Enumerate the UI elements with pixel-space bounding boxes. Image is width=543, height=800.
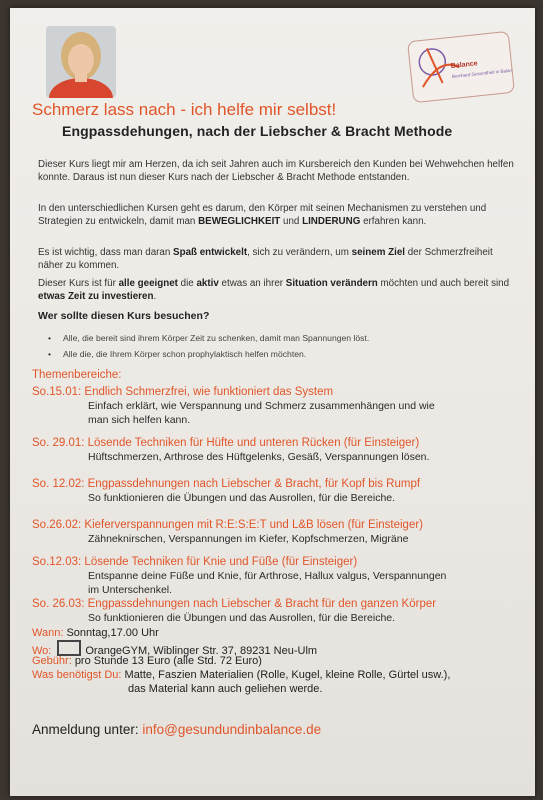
info-fee: Gebühr: pro Stunde 13 Euro (alle Std. 72 Euro) xyxy=(32,655,262,667)
info-requirements: Was benötigst Du: Matte, Faszien Materialien (Rolle, Kugel, kleine Rolle, Gürtel usw.), xyxy=(32,669,451,681)
session-3 xyxy=(32,477,522,505)
session-description: So funktionieren die Übungen und das Ausrollen, für die Bereiche. xyxy=(88,612,396,624)
list-item: • Alle die, die Ihrem Körper schon prophylaktisch helfen möchten. xyxy=(48,346,369,362)
balance-logo xyxy=(407,31,515,103)
session-title: So.15.01: Endlich Schmerzfrei, wie funktioniert das System xyxy=(32,386,334,398)
intro-paragraph-4: Dieser Kurs ist für alle geeignet die aktiv etwas an ihrer Situation verändern möchten und auch bereit sind etwas Zeit zu investieren. xyxy=(38,278,510,303)
session-2 xyxy=(32,436,522,464)
list-item: • Alle, die bereit sind ihrem Körper Zeit zu schenken, damit man Spannungen löst. xyxy=(48,330,369,346)
session-description: Entspanne deine Füße und Knie, für Arthrose, Hallux valgus, Verspannungen xyxy=(88,570,447,582)
session-title: So.26.02: Kieferverspannungen mit R:E:S:E:T und L&B lösen (für Einsteiger) xyxy=(32,519,423,531)
session-title: So. 12.02: Engpassdehnungen nach Liebscher & Bracht, für Kopf bis Rumpf xyxy=(32,478,421,490)
intro-paragraph-3: Es ist wichtig, dass man daran Spaß entwickelt, sich zu verändern, um seinem Ziel der Schmerzfreiheit näher zu kommen. xyxy=(38,247,493,272)
audience-list xyxy=(48,330,369,362)
session-description: man sich helfen kann. xyxy=(88,414,191,426)
info-where: Wo: OrangeGYM, Wiblinger Str. 37, 89231 Neu-Ulm xyxy=(32,640,317,658)
session-6 xyxy=(32,597,522,625)
session-5 xyxy=(32,555,522,597)
audience-question: Wer sollte diesen Kurs besuchen? xyxy=(38,310,210,322)
svg-text:Balance: Balance xyxy=(450,60,478,71)
session-title: So. 26.03: Engpassdehnungen nach Liebscher & Bracht für den ganzen Körper xyxy=(32,598,437,610)
flyer-title: Schmerz lass nach - ich helfe mir selbst! xyxy=(32,100,337,119)
session-title: So.12.03: Lösende Techniken für Knie und Füße (für Einsteiger) xyxy=(32,556,358,568)
info-when: Wann: Sonntag,17.00 Uhr xyxy=(32,627,159,639)
session-description: im Unterschenkel. xyxy=(88,584,173,596)
themes-heading: Themenbereiche: xyxy=(32,369,122,381)
intro-paragraph-2: In den unterschiedlichen Kursen geht es darum, den Körper mit seinen Mechanismen zu verstehen und Strategien zu entwickeln, damit man BEWEGLICHKEIT und LINDERUNG erfahren kann. xyxy=(38,203,487,228)
session-description: So funktionieren die Übungen und das Ausrollen, für die Bereiche. xyxy=(88,492,396,504)
info-requirements-cont: das Material kann auch geliehen werde. xyxy=(128,683,323,695)
svg-text:Bernhard Gesundheit in Balance: Bernhard Gesundheit in Balance xyxy=(451,67,514,79)
registration-email: info@gesundundinbalance.de xyxy=(142,722,322,737)
session-description: Hüftschmerzen, Arthrose des Hüftgelenks, Gesäß, Verspannungen lösen. xyxy=(88,451,430,463)
flyer-page xyxy=(10,8,535,796)
intro-paragraph-1: Dieser Kurs liegt mir am Herzen, da ich seit Jahren auch im Kursbereich den Kunden bei Wehwehchen helfen konnte. Daraus ist nun dieser Kurs nach der Liebscher & Bracht Methode entstanden. xyxy=(38,159,514,184)
session-description: Zähneknirschen, Verspannungen im Kiefer, Kopfschmerzen, Migräne xyxy=(88,533,409,545)
flyer-subtitle: Engpassdehungen, nach der Liebscher & Bracht Methode xyxy=(62,123,453,139)
session-4 xyxy=(32,518,522,546)
session-title: So. 29.01: Lösende Techniken für Hüfte und unteren Rücken (für Einsteiger) xyxy=(32,437,420,449)
session-description: Einfach erklärt, wie Verspannung und Schmerz zusammenhängen und wie xyxy=(88,400,435,412)
session-1 xyxy=(32,385,522,427)
registration-line: Anmeldung unter: info@gesundundinbalance.de xyxy=(32,722,322,737)
instructor-photo xyxy=(46,26,116,98)
